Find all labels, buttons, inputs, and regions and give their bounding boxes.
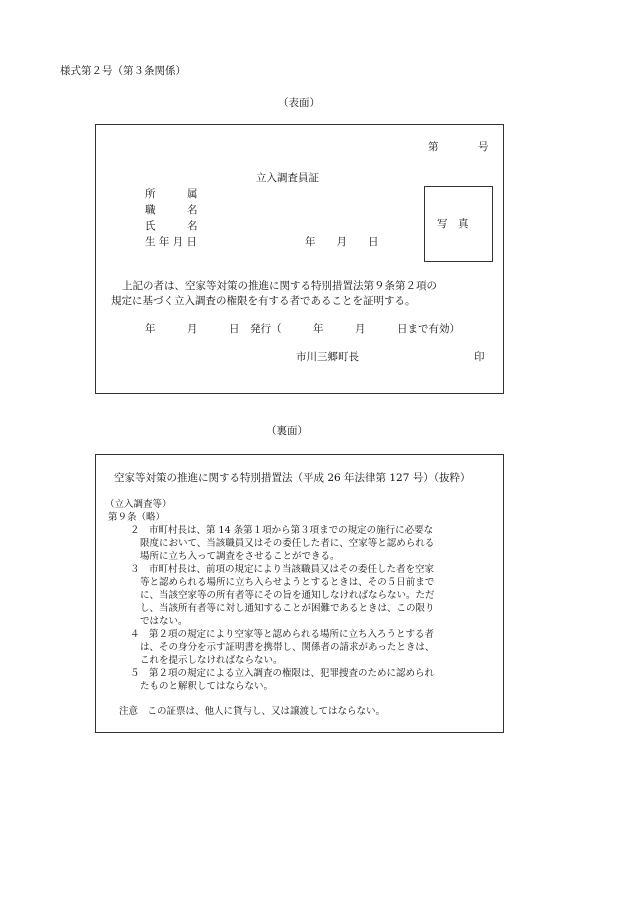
paragraph-num: ２: [130, 525, 140, 536]
paragraph-line: は、その身分を示す証明書を携帯し、関係者の請求があったときは、: [140, 642, 435, 653]
photo-label: 写 真: [437, 218, 469, 230]
paragraph-line: 第２項の規定による立入調査の権限は、犯罪捜査のために認められ: [149, 668, 435, 679]
usage-note: 注意 この証票は、他人に貸与し、又は譲渡してはならない。: [119, 706, 386, 717]
paragraph-line: に、当該空家等の所有者等にその旨を通知しなければならない。ただ: [140, 590, 435, 601]
paragraph-line: 市町村長は、第 14 条第１項から第３項までの規定の施行に必要な: [149, 525, 434, 536]
number-suffix: 号: [478, 141, 489, 153]
paragraph-line: ではない。: [140, 616, 188, 627]
field-label-affiliation: 所 属: [145, 188, 198, 200]
back-side-label: （裏面）: [266, 425, 308, 437]
form-title: 様式第２号（第３条関係）: [60, 65, 186, 77]
cert-line-2: 規定に基づく立入調査の権限を有する者であることを証明する。: [111, 295, 416, 307]
section-heading: （立入調査等）: [105, 499, 172, 510]
paragraph-num: ５: [130, 668, 140, 679]
paragraph-line: これを提示しなければならない。: [140, 655, 283, 666]
paragraph-line: 場所に立ち入って調査をさせることができる。: [140, 551, 340, 562]
birthdate-value: 年 月 日: [305, 236, 379, 248]
issue-line: 年 月 日 発行（ 年 月 日まで有効）: [145, 323, 460, 335]
number-prefix: 第: [428, 141, 439, 153]
cert-line-1: 上記の者は、空家等対策の推進に関する特別措置法第９条第２項の: [122, 280, 437, 292]
field-label-birthdate: 生 年 月 日: [145, 236, 198, 248]
paragraph-line: 第２項の規定により空家等と認められる場所に立ち入ろうとする者: [149, 629, 435, 640]
article-heading: 第９条（略）: [108, 512, 166, 523]
paragraph-line: 等と認められる場所に立ち入らせようとするときは、その５日前まで: [140, 577, 435, 588]
paragraph-line: 限度において、当該職員又はその委任した者に、空家等と認められる: [140, 538, 435, 549]
front-side-label: （表面）: [278, 97, 320, 109]
paragraph-num: ３: [130, 564, 140, 575]
paragraph-line: たものと解釈してはならない。: [140, 681, 274, 692]
field-label-name: 氏 名: [145, 220, 198, 232]
issuer: 市川三郷町長: [296, 351, 359, 363]
seal-mark: 印: [474, 351, 485, 363]
paragraph-line: 市町村長は、前項の規定により当該職員又はその委任した者を空家: [149, 564, 435, 575]
paragraph-num: ４: [130, 629, 140, 640]
field-label-position: 職 名: [145, 204, 198, 216]
law-title: 空家等対策の推進に関する特別措置法（平成 26 年法律第 127 号）（抜粋）: [114, 472, 471, 484]
card-title: 立入調査員証: [256, 172, 319, 184]
paragraph-line: し、当該所有者等に対し通知することが困難であるときは、この限り: [140, 603, 435, 614]
